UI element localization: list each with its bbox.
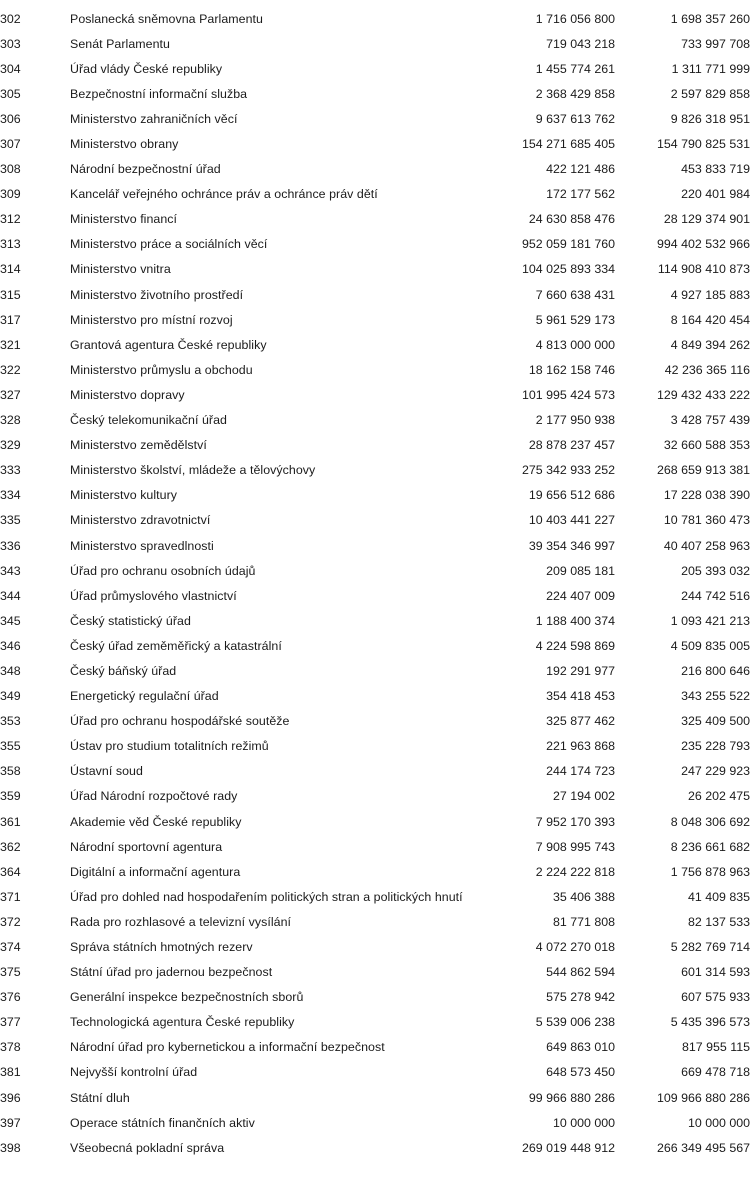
row-name: Úřad pro dohled nad hospodařením politických stran a politických hnutí: [70, 889, 463, 904]
row-name: Státní dluh: [70, 1090, 130, 1105]
row-code: 345: [0, 613, 21, 628]
table-row: [0, 31, 750, 56]
row-name: Operace státních finančních aktiv: [70, 1115, 255, 1130]
row-value-1: 81 771 808: [552, 914, 615, 929]
row-name: Rada pro rozhlasové a televizní vysílání: [70, 914, 292, 929]
row-value-2: 669 478 718: [681, 1065, 750, 1080]
row-value-2: 244 742 516: [681, 588, 750, 603]
row-value-2: 82 137 533: [687, 914, 750, 929]
row-name: [70, 0, 480, 6]
row-value-1: 5 961 529 173: [535, 312, 615, 327]
row-value-1: 648 573 450: [546, 1065, 615, 1080]
row-code: 355: [0, 739, 21, 754]
row-code: 335: [0, 513, 21, 528]
row-name: Český telekomunikační úřad: [70, 413, 227, 428]
row-value-2: 17 228 038 390: [663, 488, 750, 503]
row-value-2: 216 800 646: [681, 663, 750, 678]
row-name: Český statistický úřad: [70, 613, 191, 628]
budget-table-body: [0, 6, 750, 1160]
row-value-2: 1 698 357 260: [670, 11, 750, 26]
table-row: [0, 81, 750, 106]
row-value-2: 994 402 532 966: [656, 237, 750, 252]
row-value-1: 172 177 562: [546, 187, 615, 202]
row-code: 303: [0, 36, 21, 51]
row-code: 334: [0, 488, 21, 503]
row-code: 397: [0, 1115, 21, 1130]
row-value-1: 422 121 486: [546, 162, 615, 177]
row-value-2: 40 407 258 963: [663, 538, 750, 553]
row-code: 359: [0, 789, 21, 804]
table-row: [0, 759, 750, 784]
row-code: 371: [0, 889, 21, 904]
row-value-1: 9 637 613 762: [535, 111, 615, 126]
row-value-1: 7 952 170 393: [535, 814, 615, 829]
row-value-1: 2 177 950 938: [535, 413, 615, 428]
row-name: Akademie věd České republiky: [70, 814, 242, 829]
row-name: Ministerstvo dopravy: [70, 387, 185, 402]
table-row: [0, 332, 750, 357]
table-row: [0, 257, 750, 282]
row-code: 312: [0, 212, 21, 227]
budget-table: [0, 6, 750, 1160]
row-name: Ministerstvo zdravotnictví: [70, 513, 211, 528]
row-value-2: 1 311 771 999: [671, 61, 750, 76]
row-value-2: 266 349 495 567: [656, 1140, 750, 1155]
row-value-1: 19 656 512 686: [528, 488, 615, 503]
row-name: Ministerstvo vnitra: [70, 262, 171, 277]
table-row: [0, 558, 750, 583]
table-row: [0, 709, 750, 734]
row-code: 328: [0, 413, 21, 428]
table-row: [0, 508, 750, 533]
row-name: Ministerstvo životního prostředí: [70, 287, 244, 302]
clipped-top-row: [0, 0, 750, 6]
row-name: Národní sportovní agentura: [70, 839, 223, 854]
row-value-2: 1 093 421 213: [670, 613, 750, 628]
table-row: [0, 960, 750, 985]
row-value-1: 354 418 453: [546, 689, 615, 704]
row-value-1: 10 403 441 227: [528, 513, 615, 528]
row-value-2: 607 575 933: [681, 990, 750, 1005]
row-value-2: 8 164 420 454: [670, 312, 750, 327]
row-value-1: 7 908 995 743: [535, 839, 615, 854]
row-code: 302: [0, 11, 21, 26]
row-value-1: 104 025 893 334: [521, 262, 615, 277]
table-row: [0, 633, 750, 658]
table-row: [0, 985, 750, 1010]
row-value-2: 28 129 374 901: [663, 212, 750, 227]
table-row: [0, 357, 750, 382]
table-row: [0, 809, 750, 834]
table-row: [0, 458, 750, 483]
row-value-1: 18 162 158 746: [528, 362, 615, 377]
row-value-2: 1 756 878 963: [670, 864, 750, 879]
row-value-1: 1 716 056 800: [535, 11, 615, 26]
row-value-1: 24 630 858 476: [528, 212, 615, 227]
row-value-1: 1 188 400 374: [535, 613, 615, 628]
row-value-1: 224 407 009: [546, 588, 615, 603]
table-row: [0, 207, 750, 232]
table-row: [0, 834, 750, 859]
table-row: [0, 382, 750, 407]
row-name: Úřad pro ochranu hospodářské soutěže: [70, 714, 290, 729]
row-value-2: 325 409 500: [681, 714, 750, 729]
row-value-1: 7 660 638 431: [535, 287, 615, 302]
row-value-2: 9 826 318 951: [670, 111, 750, 126]
row-value-2: 343 255 522: [681, 689, 750, 704]
row-name: Ministerstvo financí: [70, 212, 178, 227]
row-value-2: 26 202 475: [687, 789, 750, 804]
row-name: Grantová agentura České republiky: [70, 337, 267, 352]
row-value-1: [480, 0, 615, 6]
row-name: Národní bezpečnostní úřad: [70, 162, 221, 177]
row-value-1: 154 271 685 405: [521, 137, 615, 152]
row-code: 377: [0, 1015, 21, 1030]
row-value-1: 4 072 270 018: [535, 940, 615, 955]
row-value-1: 244 174 723: [546, 764, 615, 779]
row-value-1: 39 354 346 997: [528, 538, 615, 553]
row-value-2: 601 314 593: [681, 965, 750, 980]
row-value-1: 35 406 388: [552, 889, 615, 904]
table-row: [0, 1110, 750, 1135]
row-value-2: 10 781 360 473: [663, 513, 750, 528]
row-value-1: 275 342 933 252: [521, 463, 615, 478]
table-row: [0, 1035, 750, 1060]
row-code: 313: [0, 237, 21, 252]
row-name: Úřad pro ochranu osobních údajů: [70, 563, 256, 578]
table-row: [0, 934, 750, 959]
row-value-2: 4 509 835 005: [670, 638, 750, 653]
row-value-2: 205 393 032: [681, 563, 750, 578]
row-name: Ústavní soud: [70, 764, 143, 779]
row-code: 381: [0, 1065, 21, 1080]
table-row: [0, 884, 750, 909]
row-code: 343: [0, 563, 21, 578]
row-code: 305: [0, 86, 21, 101]
row-value-1: 269 019 448 912: [521, 1140, 615, 1155]
row-code: 398: [0, 1140, 21, 1155]
row-name: Technologická agentura České republiky: [70, 1015, 295, 1030]
row-code: 314: [0, 262, 21, 277]
table-row: [0, 131, 750, 156]
row-value-1: 221 963 868: [546, 739, 615, 754]
row-code: 349: [0, 689, 21, 704]
table-row: [0, 157, 750, 182]
row-code: 376: [0, 990, 21, 1005]
row-code: 322: [0, 362, 21, 377]
row-value-2: 8 236 661 682: [670, 839, 750, 854]
row-value-2: 453 833 719: [681, 162, 750, 177]
row-name: Ministerstvo spravedlnosti: [70, 538, 214, 553]
row-code: 309: [0, 187, 21, 202]
row-code: 315: [0, 287, 21, 302]
row-code: 329: [0, 438, 21, 453]
table-row: [0, 6, 750, 31]
row-name: Senát Parlamentu: [70, 36, 170, 51]
row-value-2: 114 908 410 873: [657, 262, 750, 277]
row-code: 317: [0, 312, 21, 327]
row-value-1: 5 539 006 238: [535, 1015, 615, 1030]
table-row: [0, 282, 750, 307]
row-value-1: 4 224 598 869: [535, 638, 615, 653]
table-row: [0, 56, 750, 81]
row-name: Ústav pro studium totalitních režimů: [70, 739, 269, 754]
row-code: 348: [0, 663, 21, 678]
row-code: 378: [0, 1040, 21, 1055]
row-value-2: 268 659 913 381: [656, 463, 750, 478]
table-row: [0, 483, 750, 508]
row-value-1: 575 278 942: [546, 990, 615, 1005]
row-name: Ministerstvo školství, mládeže a tělovýchovy: [70, 463, 316, 478]
row-code: 333: [0, 463, 21, 478]
row-value-2: [615, 0, 750, 6]
table-row: [0, 859, 750, 884]
table-row: [0, 784, 750, 809]
row-value-1: 1 455 774 261: [535, 61, 615, 76]
row-value-2: 109 966 880 286: [656, 1090, 750, 1105]
row-code: 307: [0, 137, 21, 152]
row-code: 304: [0, 61, 21, 76]
row-name: Správa státních hmotných rezerv: [70, 940, 253, 955]
row-value-2: 220 401 984: [681, 187, 750, 202]
row-value-2: 4 927 185 883: [670, 287, 750, 302]
row-name: Ministerstvo práce a sociálních věcí: [70, 237, 268, 252]
row-value-1: 28 878 237 457: [528, 438, 615, 453]
row-value-2: 5 435 396 573: [670, 1015, 750, 1030]
table-row: [0, 608, 750, 633]
row-value-2: 8 048 306 692: [670, 814, 750, 829]
row-value-1: 952 059 181 760: [521, 237, 615, 252]
row-name: Poslanecká sněmovna Parlamentu: [70, 11, 263, 26]
row-code: 362: [0, 839, 21, 854]
row-code: 308: [0, 162, 21, 177]
row-value-2: 3 428 757 439: [670, 413, 750, 428]
row-value-2: 32 660 588 353: [663, 438, 750, 453]
row-code: 358: [0, 764, 21, 779]
row-name: Bezpečnostní informační služba: [70, 86, 248, 101]
row-code: 346: [0, 638, 21, 653]
row-name: Český báňský úřad: [70, 663, 177, 678]
row-name: Úřad vlády České republiky: [70, 61, 223, 76]
row-value-2: 5 282 769 714: [670, 940, 750, 955]
table-row: [0, 1060, 750, 1085]
row-code: 374: [0, 940, 21, 955]
row-value-2: 129 432 433 222: [656, 387, 750, 402]
table-row: [0, 1135, 750, 1160]
row-value-2: 41 409 835: [687, 889, 750, 904]
row-name: Všeobecná pokladní správa: [70, 1140, 225, 1155]
row-name: Ministerstvo zahraničních věcí: [70, 111, 238, 126]
row-name: Ministerstvo obrany: [70, 137, 179, 152]
row-value-2: 10 000 000: [687, 1115, 750, 1130]
row-name: Národní úřad pro kybernetickou a informační bezpečnost: [70, 1040, 385, 1055]
row-code: 353: [0, 714, 21, 729]
row-code: 396: [0, 1090, 21, 1105]
row-code: 306: [0, 111, 21, 126]
row-value-2: 817 955 115: [682, 1040, 750, 1055]
table-row: [0, 408, 750, 433]
table-row: [0, 1010, 750, 1035]
table-row: [0, 1085, 750, 1110]
row-code: 372: [0, 914, 21, 929]
row-name: Úřad průmyslového vlastnictví: [70, 588, 237, 603]
row-code: [0, 0, 70, 6]
row-value-1: 209 085 181: [546, 563, 615, 578]
row-value-2: 2 597 829 858: [670, 86, 750, 101]
row-code: 344: [0, 588, 21, 603]
row-name: Ministerstvo pro místní rozvoj: [70, 312, 233, 327]
table-row: [0, 106, 750, 131]
row-value-1: 649 863 010: [546, 1040, 615, 1055]
row-code: 327: [0, 387, 21, 402]
table-row: [0, 232, 750, 257]
row-value-1: 719 043 218: [546, 36, 615, 51]
row-name: Státní úřad pro jadernou bezpečnost: [70, 965, 273, 980]
table-row: [0, 583, 750, 608]
row-value-1: 325 877 462: [546, 714, 615, 729]
row-value-1: 99 966 880 286: [528, 1090, 615, 1105]
row-value-1: 192 291 977: [546, 663, 615, 678]
row-code: 361: [0, 814, 21, 829]
table-row: [0, 0, 750, 6]
row-name: Ministerstvo zemědělství: [70, 438, 207, 453]
row-value-1: 4 813 000 000: [535, 337, 615, 352]
row-value-1: 27 194 002: [552, 789, 615, 804]
row-name: Generální inspekce bezpečnostních sborů: [70, 990, 304, 1005]
clipped-row-table: [0, 0, 750, 6]
row-code: 336: [0, 538, 21, 553]
table-row: [0, 182, 750, 207]
row-value-2: 154 790 825 531: [656, 137, 750, 152]
row-value-2: 247 229 923: [681, 764, 750, 779]
table-row: [0, 533, 750, 558]
table-row: [0, 433, 750, 458]
table-row: [0, 734, 750, 759]
row-name: Energetický regulační úřad: [70, 689, 219, 704]
row-value-2: 733 997 708: [681, 36, 750, 51]
table-row: [0, 684, 750, 709]
row-name: Ministerstvo kultury: [70, 488, 178, 503]
row-code: 321: [0, 337, 21, 352]
row-value-1: 2 224 222 818: [535, 864, 615, 879]
row-name: Digitální a informační agentura: [70, 864, 241, 879]
row-value-1: 101 995 424 573: [521, 387, 615, 402]
row-value-2: 235 228 793: [681, 739, 750, 754]
row-value-1: 544 862 594: [546, 965, 615, 980]
row-name: Český úřad zeměměřický a katastrální: [70, 638, 282, 653]
table-row: [0, 658, 750, 683]
table-row: [0, 307, 750, 332]
row-code: 375: [0, 965, 21, 980]
row-value-2: 42 236 365 116: [664, 362, 750, 377]
row-name: Kancelář veřejného ochránce práv a ochránce práv dětí: [70, 187, 378, 202]
row-code: 364: [0, 864, 21, 879]
row-name: Ministerstvo průmyslu a obchodu: [70, 362, 253, 377]
row-name: Úřad Národní rozpočtové rady: [70, 789, 238, 804]
row-value-1: 2 368 429 858: [535, 86, 615, 101]
row-name: Nejvyšší kontrolní úřad: [70, 1065, 198, 1080]
table-row: [0, 909, 750, 934]
row-value-1: 10 000 000: [552, 1115, 615, 1130]
row-value-2: 4 849 394 262: [670, 337, 750, 352]
